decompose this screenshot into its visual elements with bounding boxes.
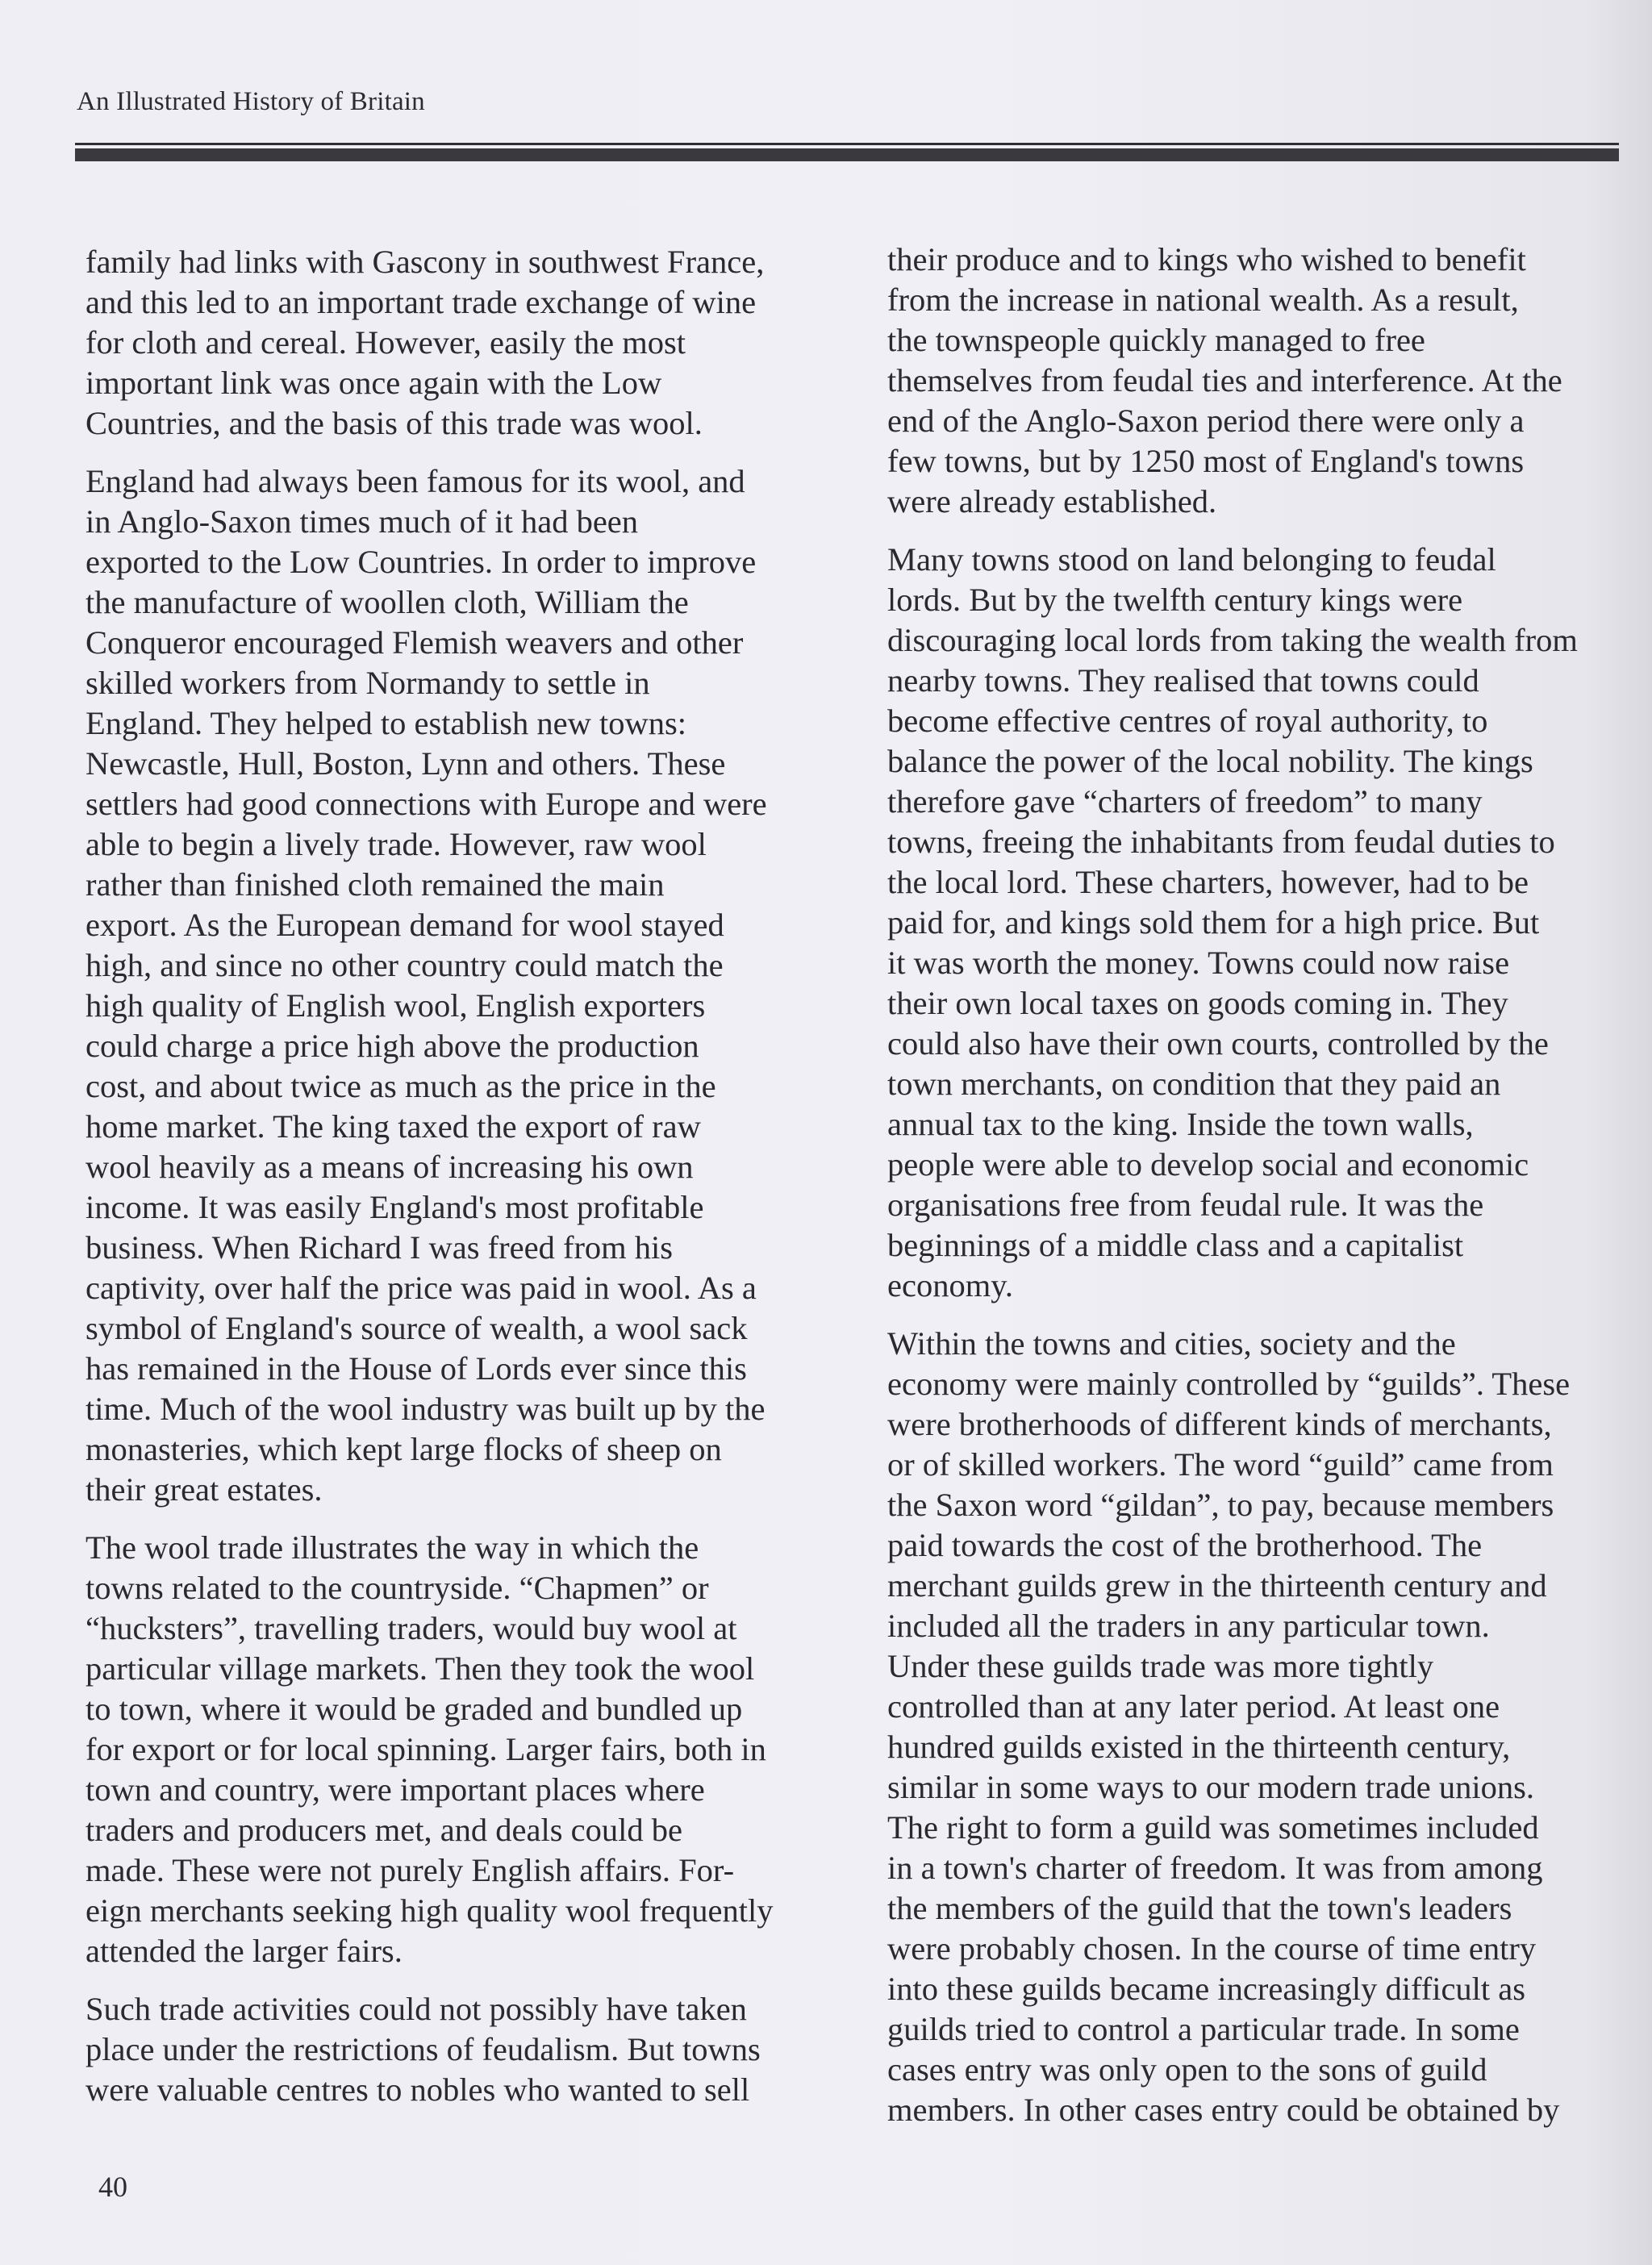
text-line: their own local taxes on goods coming in. They <box>887 985 1508 1021</box>
text-line: become effective centres of royal authority, to <box>887 703 1488 739</box>
text-line: their great estates. <box>86 1471 323 1508</box>
text-line: England. They helped to establish new towns: <box>86 705 686 741</box>
text-line: settlers had good connections with Europe and were <box>86 786 767 822</box>
text-line: organisations free from feudal rule. It was the <box>887 1187 1484 1223</box>
text-line: the Saxon word “gildan”, to pay, because members <box>887 1487 1554 1523</box>
text-line: high, and since no other country could match the <box>86 947 724 983</box>
text-line: exported to the Low Countries. In order to improve <box>86 544 757 580</box>
text-line: it was worth the money. Towns could now raise <box>887 945 1510 981</box>
text-line: cases entry was only open to the sons of guild <box>887 2051 1487 2088</box>
text-line: their produce and to kings who wished to benefit <box>887 241 1526 277</box>
running-header: An Illustrated History of Britain <box>77 87 425 116</box>
text-line: for cloth and cereal. However, easily the most <box>86 324 686 361</box>
text-line: balance the power of the local nobility. The kings <box>887 743 1533 779</box>
text-line: paid towards the cost of the brotherhood. The <box>887 1527 1483 1563</box>
text-line: paid for, and kings sold them for a high price. But <box>887 904 1540 941</box>
text-line: able to begin a lively trade. However, raw wool <box>86 826 707 862</box>
text-line: in a town's charter of freedom. It was from among <box>887 1850 1543 1886</box>
text-line: income. It was easily England's most profitable <box>86 1189 704 1225</box>
text-line: into these guilds became increasingly difficult as <box>887 1971 1526 2007</box>
text-line: were valuable centres to nobles who wanted to sell <box>86 2071 750 2108</box>
text-line: few towns, but by 1250 most of England's towns <box>887 443 1525 479</box>
header-rule-thick <box>75 148 1619 161</box>
text-line: the townspeople quickly managed to free <box>887 322 1425 358</box>
text-line: symbol of England's source of wealth, a wool sack <box>86 1310 748 1346</box>
text-line: cost, and about twice as much as the price in the <box>86 1068 716 1104</box>
body-paragraph <box>86 461 836 1510</box>
text-line: were already established. <box>887 483 1217 519</box>
text-line: therefore gave “charters of freedom” to many <box>887 783 1483 820</box>
header-rule-thin <box>75 143 1619 145</box>
text-line: skilled workers from Normandy to settle in <box>86 665 650 701</box>
text-line: Within the towns and cities, society and the <box>887 1325 1456 1362</box>
text-line: economy were mainly controlled by “guilds”. These <box>887 1366 1571 1402</box>
text-line: Many towns stood on land belonging to feudal <box>887 541 1496 578</box>
text-line: captivity, over half the price was paid in wool. As a <box>86 1270 757 1306</box>
body-paragraph <box>86 242 836 444</box>
text-line: hundred guilds existed in the thirteenth century, <box>887 1729 1511 1765</box>
left-text-column <box>86 242 836 2128</box>
text-line: particular village markets. Then they took the wool <box>86 1650 755 1687</box>
text-line: high quality of English wool, English exporters <box>86 987 706 1024</box>
text-line: towns, freeing the inhabitants from feudal duties to <box>887 824 1555 860</box>
body-paragraph <box>887 240 1625 522</box>
text-line: has remained in the House of Lords ever since this <box>86 1350 747 1387</box>
text-line: themselves from feudal ties and interference. At the <box>887 362 1562 398</box>
text-line: end of the Anglo-Saxon period there were only a <box>887 403 1525 439</box>
text-line: The right to form a guild was sometimes included <box>887 1809 1539 1846</box>
text-line: Countries, and the basis of this trade was wool. <box>86 405 703 441</box>
text-line: were brotherhoods of different kinds of merchants, <box>887 1406 1552 1442</box>
text-line: towns related to the countryside. “Chapmen” or <box>86 1570 709 1606</box>
text-line: similar in some ways to our modern trade unions. <box>887 1769 1534 1805</box>
text-line: The wool trade illustrates the way in which the <box>86 1529 699 1566</box>
text-line: guilds tried to control a particular trade. In some <box>887 2011 1520 2047</box>
text-line: discouraging local lords from taking the wealth from <box>887 622 1578 658</box>
text-line: “hucksters”, travelling traders, would buy wool at <box>86 1610 737 1646</box>
text-line: the local lord. These charters, however, had to be <box>887 864 1529 900</box>
text-line: England had always been famous for its wool, and <box>86 463 745 499</box>
text-line: members. In other cases entry could be obtained by <box>887 2092 1560 2128</box>
text-line: town and country, were important places where <box>86 1771 705 1808</box>
text-line: Newcastle, Hull, Boston, Lynn and others. These <box>86 745 726 782</box>
text-line: controlled than at any later period. At least one <box>887 1688 1500 1725</box>
text-line: monasteries, which kept large flocks of sheep on <box>86 1431 722 1467</box>
text-line: were probably chosen. In the course of time entry <box>887 1930 1537 1967</box>
text-line: in Anglo-Saxon times much of it had been <box>86 503 639 540</box>
text-line: attended the larger fairs. <box>86 1933 403 1969</box>
body-paragraph <box>887 1324 1625 2130</box>
text-line: the manufacture of woollen cloth, William the <box>86 584 689 620</box>
right-text-column <box>887 240 1625 2148</box>
text-line: from the increase in national wealth. As a result, <box>887 282 1519 318</box>
text-line: home market. The king taxed the export of raw <box>86 1108 701 1145</box>
text-line: or of skilled workers. The word “guild” came from <box>887 1446 1554 1483</box>
text-line: could charge a price high above the production <box>86 1028 699 1064</box>
text-line: Under these guilds trade was more tightly <box>887 1648 1434 1684</box>
text-line: economy. <box>887 1267 1013 1304</box>
text-line: included all the traders in any particular town. <box>887 1608 1490 1644</box>
text-line: rather than finished cloth remained the main <box>86 866 665 903</box>
text-line: family had links with Gascony in southwest France, <box>86 244 765 280</box>
text-line: traders and producers met, and deals could be <box>86 1812 682 1848</box>
text-line: lords. But by the twelfth century kings were <box>887 582 1463 618</box>
text-line: business. When Richard I was freed from his <box>86 1229 674 1266</box>
text-line: made. These were not purely English affairs. For- <box>86 1852 735 1888</box>
body-paragraph <box>887 540 1625 1306</box>
text-line: time. Much of the wool industry was built up by the <box>86 1391 766 1427</box>
text-line: and this led to an important trade exchange of wine <box>86 284 757 320</box>
text-line: annual tax to the king. Inside the town walls, <box>887 1106 1474 1142</box>
page-number: 40 <box>98 2171 127 2203</box>
text-line: to town, where it would be graded and bundled up <box>86 1691 743 1727</box>
text-line: merchant guilds grew in the thirteenth century and <box>887 1567 1547 1604</box>
text-line: wool heavily as a means of increasing his own <box>86 1149 694 1185</box>
body-paragraph <box>86 1989 836 2110</box>
text-line: Conqueror encouraged Flemish weavers and other <box>86 624 744 661</box>
text-line: nearby towns. They realised that towns could <box>887 662 1479 699</box>
text-line: could also have their own courts, controlled by the <box>887 1025 1549 1062</box>
text-line: town merchants, on condition that they paid an <box>887 1066 1501 1102</box>
text-line: eign merchants seeking high quality wool frequently <box>86 1892 774 1929</box>
text-line: beginnings of a middle class and a capitalist <box>887 1227 1464 1263</box>
text-line: export. As the European demand for wool stayed <box>86 907 724 943</box>
text-line: place under the restrictions of feudalism. But towns <box>86 2031 761 2067</box>
text-line: for export or for local spinning. Larger fairs, both in <box>86 1731 766 1767</box>
text-line: the members of the guild that the town's leaders <box>887 1890 1512 1926</box>
text-line: Such trade activities could not possibly have taken <box>86 1991 747 2027</box>
text-line: people were able to develop social and economic <box>887 1146 1529 1183</box>
body-paragraph <box>86 1528 836 1971</box>
text-line: important link was once again with the Low <box>86 365 662 401</box>
